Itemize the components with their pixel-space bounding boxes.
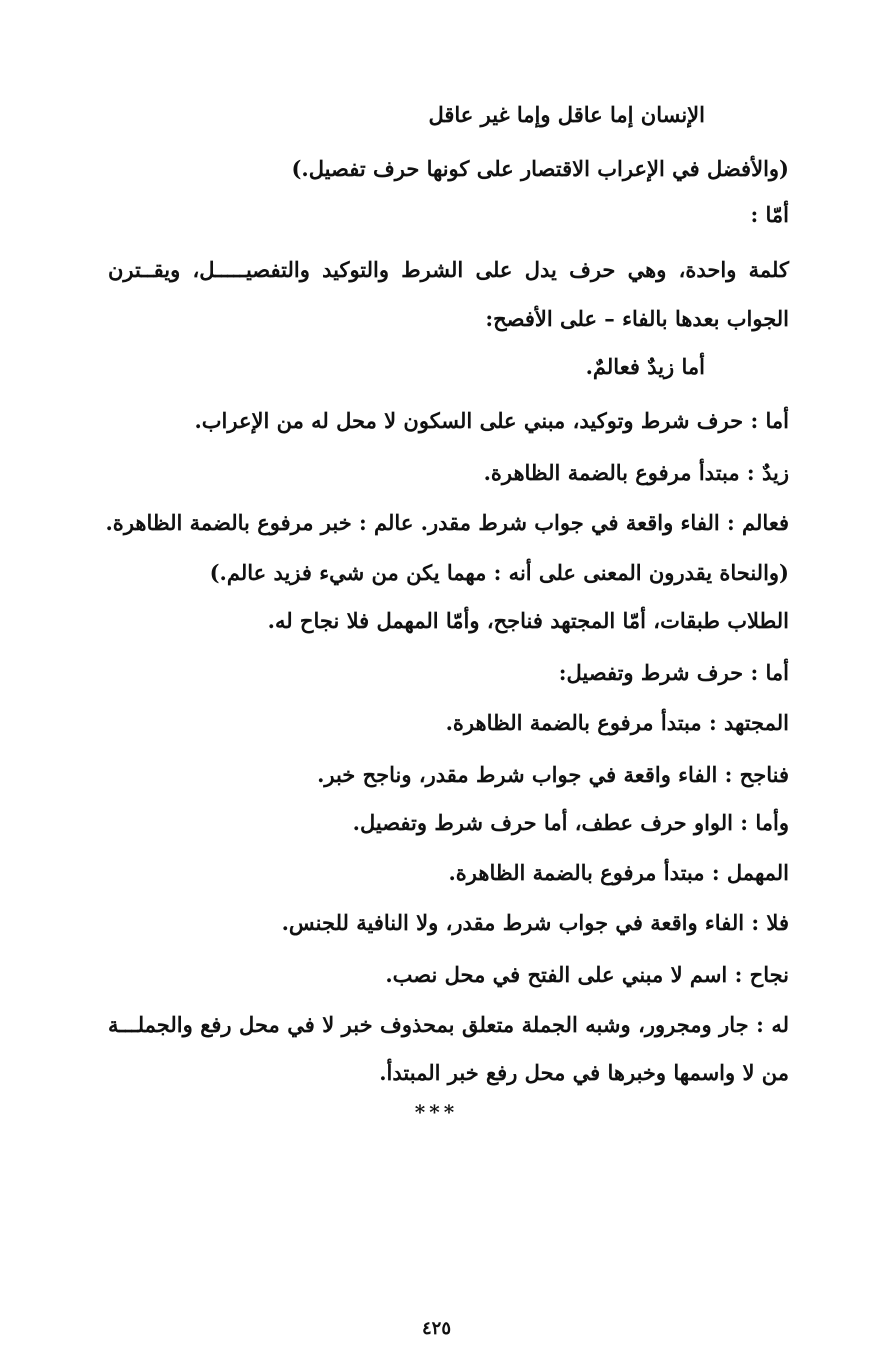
- definition-line: الجواب بعدها بالفاء – على الأفصح:: [485, 306, 789, 331]
- example-sentence-line: الإنسان إما عاقل وإما غير عاقل: [428, 102, 705, 127]
- page-number: ٤٢٥: [421, 1318, 451, 1339]
- note-line: (والأفضل في الإعراب الاقتصار على كونها حرف تفصيل.): [291, 156, 789, 181]
- parsing-line: أما : حرف شرط وتفصيل:: [558, 660, 789, 685]
- note-line: (والنحاة يقدرون المعنى على أنه : مهما يكن من شيء فزيد عالم.): [209, 560, 789, 585]
- parsing-line: له : جار ومجرور، وشبه الجملة متعلق بمحذوف خبر لا في محل رفع والجملـــة: [108, 1012, 789, 1037]
- parsing-line: فعالم : الفاء واقعة في جواب شرط مقدر. عالم : خبر مرفوع بالضمة الظاهرة.: [105, 510, 789, 535]
- section-heading: أمّا :: [750, 202, 789, 227]
- definition-line: كلمة واحدة، وهي حرف يدل على الشرط والتوكيد والتفصيـــــل، ويقــترن: [108, 257, 789, 282]
- parsing-line: زيدٌ : مبتدأ مرفوع بالضمة الظاهرة.: [483, 460, 789, 485]
- section-separator: ***: [414, 1100, 459, 1124]
- parsing-line: أما : حرف شرط وتوكيد، مبني على السكون لا محل له من الإعراب.: [194, 408, 789, 433]
- parsing-line: فلا : الفاء واقعة في جواب شرط مقدر، ولا النافية للجنس.: [281, 910, 789, 935]
- example-sentence-line: الطلاب طبقات، أمّا المجتهد فناجح، وأمّا المهمل فلا نجاح له.: [267, 608, 789, 633]
- parsing-line: وأما : الواو حرف عطف، أما حرف شرط وتفصيل.: [352, 810, 789, 835]
- example-sentence-line: أما زيدٌ فعالمٌ.: [585, 354, 705, 379]
- parsing-line: المهمل : مبتدأ مرفوع بالضمة الظاهرة.: [448, 860, 789, 885]
- parsing-line: المجتهد : مبتدأ مرفوع بالضمة الظاهرة.: [445, 710, 789, 735]
- parsing-line: نجاح : اسم لا مبني على الفتح في محل نصب.: [385, 962, 789, 987]
- parsing-line: من لا واسمها وخبرها في محل رفع خبر المبتدأ.: [379, 1060, 789, 1085]
- parsing-line: فناجح : الفاء واقعة في جواب شرط مقدر، وناجح خبر.: [317, 762, 789, 787]
